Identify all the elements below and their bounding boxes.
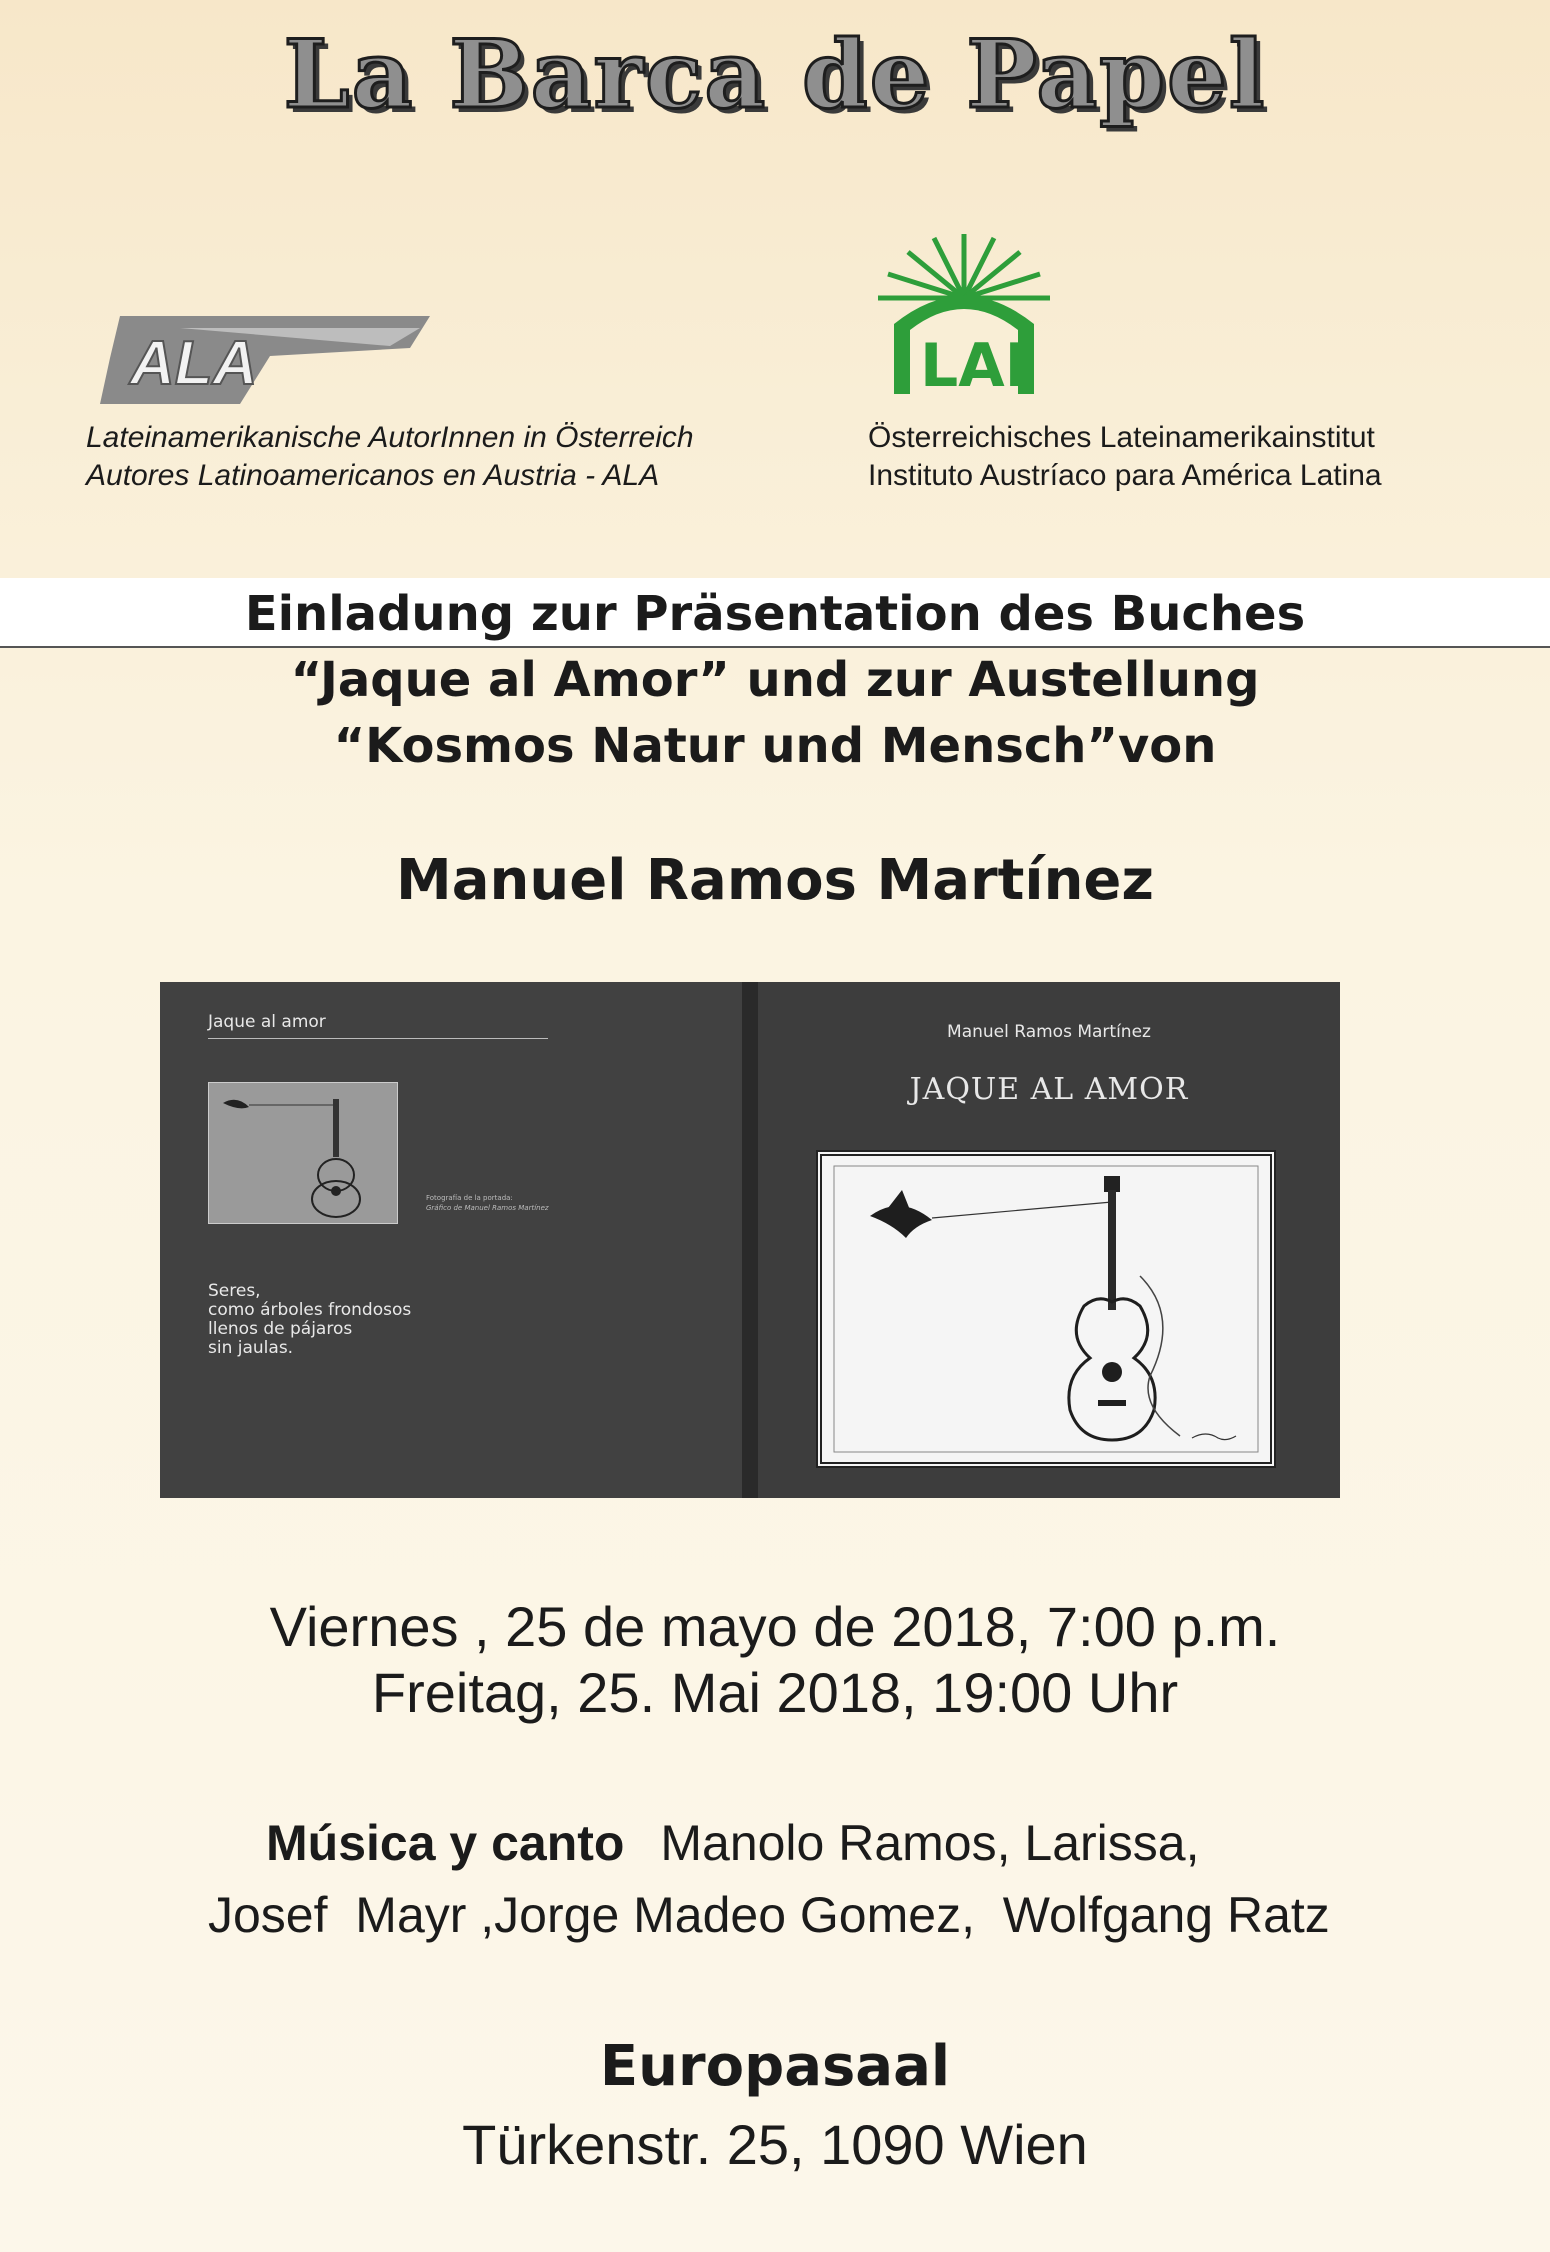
front-cover-author: Manuel Ramos Martínez xyxy=(947,1022,1151,1042)
author-name: Manuel Ramos Martínez xyxy=(395,848,1155,913)
back-cover-thumbnail xyxy=(208,1082,398,1224)
svg-text:ALA: ALA xyxy=(130,329,258,398)
ala-logo xyxy=(90,308,430,418)
back-cover-title: Jaque al amor xyxy=(208,1012,326,1032)
event-date-es: Viernes , 25 de mayo de 2018, 7:00 p.m. xyxy=(269,1595,1281,1658)
poem-line: Seres, xyxy=(208,1281,261,1301)
music-performers-1: Manolo Ramos, Larissa, xyxy=(660,1815,1200,1871)
event-date-de: Freitag, 25. Mai 2018, 19:00 Uhr xyxy=(371,1661,1179,1724)
invitation-line-3: “Kosmos Natur und Mensch”von xyxy=(333,718,1217,774)
music-performers-2: Josef Mayr ,Jorge Madeo Gomez, Wolfgang Ratz xyxy=(208,1887,1330,1943)
book-cover-image xyxy=(160,982,1340,1498)
front-cover-illustration xyxy=(816,1150,1276,1468)
lai-logo xyxy=(864,228,1064,398)
page-title: La Barca de Papel xyxy=(283,20,1267,130)
ala-name-de: Lateinamerikanische AutorInnen in Österreich xyxy=(86,421,694,454)
photo-credit-1: Fotografía de la portada: xyxy=(426,1194,513,1202)
invitation-line-1: Einladung zur Präsentation des Buches xyxy=(244,586,1306,642)
lai-name-es: Instituto Austríaco para América Latina xyxy=(868,459,1382,492)
poem-line: como árboles frondosos xyxy=(208,1300,412,1320)
svg-text:LAI: LAI xyxy=(920,331,1027,398)
ala-name-es: Autores Latinoamericanos en Austria - ALA xyxy=(86,459,660,492)
venue-address: Türkenstr. 25, 1090 Wien xyxy=(462,2113,1088,2176)
poem-line: sin jaulas. xyxy=(208,1338,294,1358)
book-front-cover xyxy=(758,982,1340,1498)
venue-name: Europasaal xyxy=(599,2034,951,2099)
photo-credit-2: Gráfico de Manuel Ramos Martínez xyxy=(426,1204,549,1212)
music-line-1 xyxy=(266,1814,1199,1872)
guitar-bird-thumbnail xyxy=(209,1083,397,1223)
lai-description xyxy=(868,419,1382,495)
poem-line: llenos de pájaros xyxy=(208,1319,353,1339)
back-cover-poem xyxy=(208,1282,411,1358)
front-cover-title: JAQUE AL AMOR xyxy=(909,1072,1189,1107)
ala-description xyxy=(86,419,694,495)
invitation-line-2: “Jaque al Amor” und zur Austellung xyxy=(290,652,1260,708)
back-cover-rule xyxy=(208,1038,548,1039)
book-back-cover xyxy=(160,982,742,1498)
lai-name-de: Österreichisches Lateinamerikainstitut xyxy=(868,421,1375,454)
guitar-bird-illustration xyxy=(822,1156,1270,1462)
music-label: Música y canto xyxy=(266,1815,625,1871)
book-spine xyxy=(742,982,758,1498)
